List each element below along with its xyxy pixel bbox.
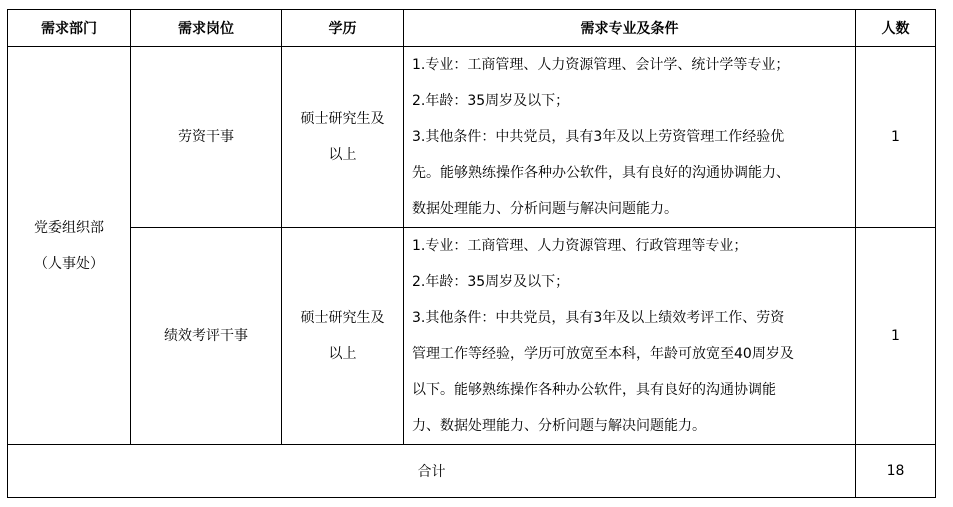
header-count: 人数 (856, 10, 936, 47)
total-label: 合计 (8, 445, 856, 498)
total-value: 18 (856, 445, 936, 498)
requirement-line: 数据处理能力、分析问题与解决问题能力。 (412, 201, 678, 217)
requirement-line: 3.其他条件：中共党员，具有3年及以上绩效考评工作、劳资 (412, 310, 785, 326)
header-row (8, 10, 936, 47)
header-requirements: 需求专业及条件 (404, 10, 856, 47)
education-line: 硕士研究生及 (300, 310, 385, 326)
department-subname: （人事处） (34, 255, 104, 272)
position-cell: 劳资干事 (131, 47, 282, 228)
total-row (8, 445, 936, 498)
header-position: 需求岗位 (131, 10, 282, 47)
count-cell: 1 (856, 228, 936, 445)
education-cell (282, 47, 404, 228)
requirements-cell (404, 228, 856, 445)
header-department: 需求部门 (8, 10, 131, 47)
count-cell: 1 (856, 47, 936, 228)
department-name: 党委组织部 (34, 219, 104, 236)
recruitment-table (7, 9, 936, 498)
requirement-line: 以下。能够熟练操作各种办公软件，具有良好的沟通协调能 (412, 382, 776, 398)
table-row (8, 47, 936, 228)
recruitment-table-container (7, 9, 936, 498)
education-line: 以上 (328, 346, 357, 362)
requirement-line: 2.年龄：35周岁及以下； (412, 274, 570, 290)
requirement-line: 力、数据处理能力、分析问题与解决问题能力。 (412, 418, 706, 434)
position-cell: 绩效考评干事 (131, 228, 282, 445)
education-cell (282, 228, 404, 445)
requirement-line: 管理工作等经验，学历可放宽至本科，年龄可放宽至40周岁及 (412, 346, 794, 362)
department-cell (8, 47, 131, 445)
education-line: 以上 (328, 147, 357, 163)
requirement-line: 3.其他条件：中共党员，具有3年及以上劳资管理工作经验优 (412, 129, 785, 145)
requirement-line: 先。能够熟练操作各种办公软件，具有良好的沟通协调能力、 (412, 165, 790, 181)
table-row (8, 228, 936, 445)
education-line: 硕士研究生及 (300, 111, 385, 127)
requirements-cell (404, 47, 856, 228)
header-education: 学历 (282, 10, 404, 47)
requirement-line: 1.专业：工商管理、人力资源管理、行政管理等专业； (412, 238, 748, 254)
requirement-line: 1.专业：工商管理、人力资源管理、会计学、统计学等专业； (412, 57, 790, 73)
requirement-line: 2.年龄：35周岁及以下； (412, 93, 570, 109)
